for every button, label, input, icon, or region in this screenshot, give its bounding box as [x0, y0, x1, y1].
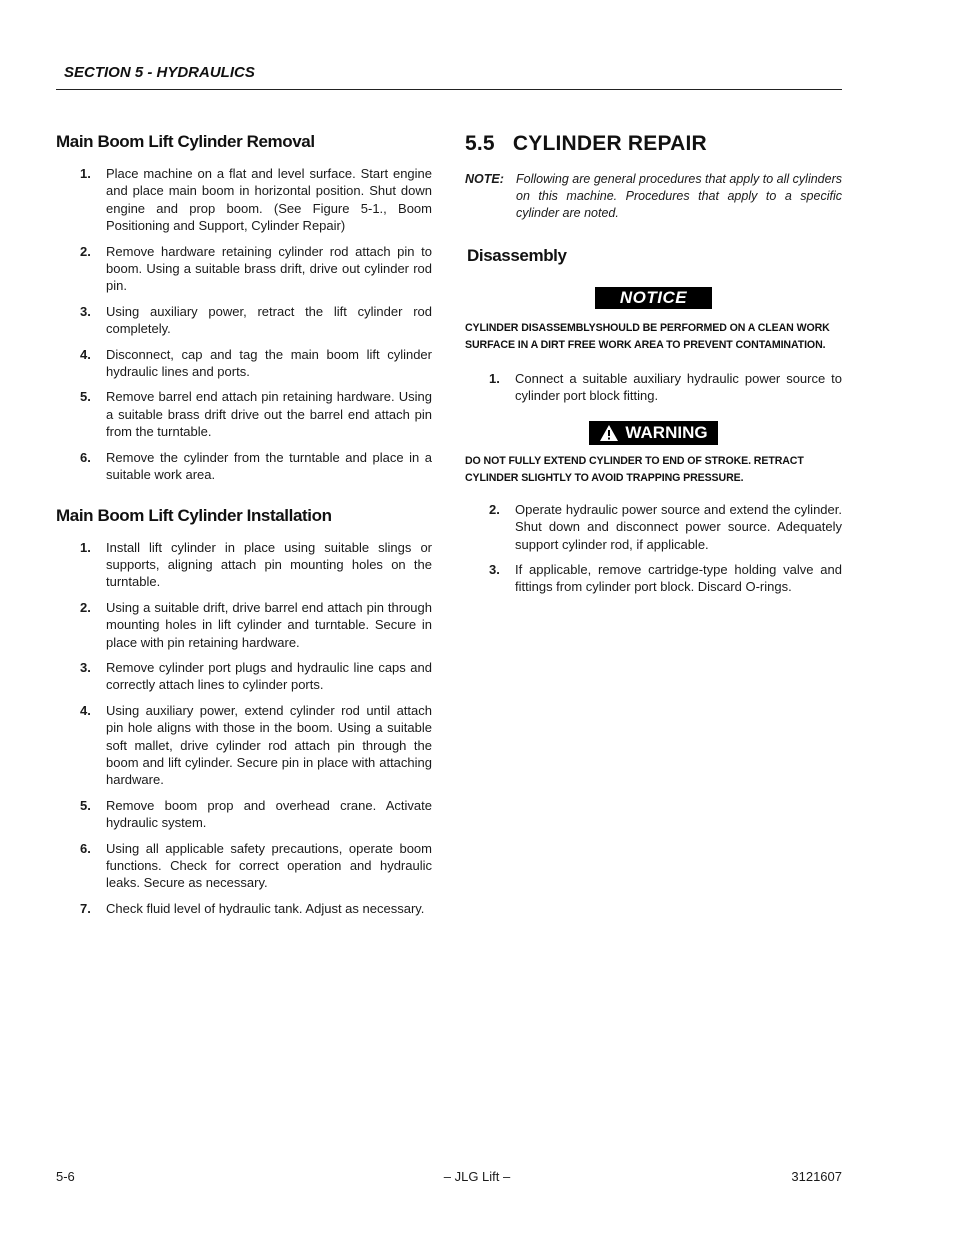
- step-text: Using all applicable safety precautions, operate boom functions. Check for correct operation and hydraulic leaks. Secure as necessary.: [106, 840, 432, 891]
- step-number: 7.: [80, 900, 91, 916]
- step-text: Remove cylinder port plugs and hydraulic line caps and correctly attach lines to cylinder ports.: [106, 659, 432, 693]
- warning-triangle-icon: [599, 424, 619, 442]
- step-number: 1.: [80, 166, 91, 181]
- list-item: [465, 370, 842, 405]
- step-text: Remove boom prop and overhead crane. Activate hydraulic system.: [106, 797, 432, 831]
- list-item: [56, 243, 432, 295]
- removal-steps: [56, 165, 432, 484]
- step-number: 1.: [80, 539, 91, 555]
- doc-number: 3121607: [791, 1169, 842, 1184]
- step-text: Using auxiliary power, extend cylinder rod until attach pin hole aligns with those in the boom. Using a suitable soft mallet, drive cylinder rod attach pin through the boom and lift cylinder. Secure pin in place with attaching hardware.: [106, 702, 432, 788]
- list-item: [56, 659, 432, 694]
- step-text: Using auxiliary power, retract the lift cylinder rod completely.: [106, 303, 432, 337]
- step-number: 3.: [80, 659, 91, 675]
- list-item: [465, 501, 842, 553]
- disassembly-heading: Disassembly: [467, 246, 567, 265]
- page-number: 5-6: [56, 1169, 75, 1184]
- warning-label: WARNING: [625, 422, 708, 442]
- step-number: 2.: [489, 501, 500, 517]
- step-text: Operate hydraulic power source and extend the cylinder. Shut down and disconnect power source. Adequately support cylinder rod, if applicable.: [515, 501, 842, 552]
- left-column: [56, 132, 432, 925]
- footer-center: – JLG Lift –: [443, 1169, 511, 1184]
- step-number: 2.: [80, 599, 91, 615]
- step-text: Using a suitable drift, drive barrel end attach pin through mounting holes in lift cylinder and turntable. Secure in place with pin retaining hardware.: [106, 599, 432, 650]
- step-number: 1.: [489, 371, 500, 386]
- section-heading: 5.5 CYLINDER REPAIR: [465, 132, 707, 155]
- list-item: [56, 449, 432, 484]
- step-number: 6.: [80, 840, 91, 856]
- step-number: 2.: [80, 243, 91, 259]
- warning-text: DO NOT FULLY EXTEND CYLINDER TO END OF STROKE. RETRACT CYLINDER SLIGHTLY TO AVOID TRAPPING PRESSURE.: [465, 454, 804, 484]
- list-item: [56, 702, 432, 789]
- step-text: Install lift cylinder in place using suitable slings or supports, aligning attach pin mounting holes on the turntable.: [106, 539, 432, 590]
- step-number: 3.: [80, 303, 91, 319]
- step-number: 6.: [80, 449, 91, 465]
- list-item: [56, 303, 432, 338]
- right-column: [465, 132, 842, 604]
- step-text: Remove barrel end attach pin retaining hardware. Using a suitable brass drift drive out the barrel end attach pin from the turntable.: [106, 389, 432, 440]
- note-text: Following are general procedures that apply to all cylinders on this machine. Procedures that apply to a specific cylinder are noted.: [516, 172, 842, 220]
- list-item: [56, 797, 432, 832]
- note-block: [465, 171, 842, 222]
- list-item: [56, 388, 432, 440]
- section-header: SECTION 5 - HYDRAULICS: [64, 64, 255, 81]
- step-text: Connect a suitable auxiliary hydraulic power source to cylinder port block fitting.: [515, 371, 842, 404]
- list-item: [465, 561, 842, 596]
- installation-steps: [56, 539, 432, 918]
- step-number: 5.: [80, 389, 91, 405]
- list-item: [56, 346, 432, 381]
- disassembly-steps-a: [465, 370, 842, 405]
- list-item: [56, 539, 432, 591]
- disassembly-steps-b: [465, 501, 842, 596]
- list-item: [56, 165, 432, 235]
- step-number: 4.: [80, 346, 91, 362]
- notice-text: CYLINDER DISASSEMBLYSHOULD BE PERFORMED ON A CLEAN WORK SURFACE IN A DIRT FREE WORK AREA TO PREVENT CONTAMINATION.: [465, 322, 830, 351]
- step-number: 3.: [489, 562, 500, 578]
- notice-badge: NOTICE: [595, 287, 712, 309]
- list-item: [56, 900, 432, 917]
- header-rule: [56, 89, 842, 90]
- step-number: 4.: [80, 702, 91, 718]
- note-label: NOTE:: [465, 172, 504, 186]
- step-number: 5.: [80, 797, 91, 813]
- step-text: Disconnect, cap and tag the main boom lift cylinder hydraulic lines and ports.: [106, 346, 432, 380]
- step-text: Place machine on a flat and level surface. Start engine and place main boom in horizontal position. Shut down engine and prop boom. (See Figure 5-1., Boom Positioning and Support, Cylinder Repair): [106, 166, 432, 234]
- list-item: [56, 840, 432, 892]
- installation-heading: Main Boom Lift Cylinder Installation: [56, 505, 332, 525]
- removal-heading: Main Boom Lift Cylinder Removal: [56, 132, 315, 151]
- step-text: Remove the cylinder from the turntable and place in a suitable work area.: [106, 449, 432, 483]
- step-text: Check fluid level of hydraulic tank. Adjust as necessary.: [106, 900, 425, 916]
- step-text: If applicable, remove cartridge-type holding valve and fittings from cylinder port block. Discard O-rings.: [515, 562, 842, 595]
- list-item: [56, 599, 432, 651]
- step-text: Remove hardware retaining cylinder rod attach pin to boom. Using a suitable brass drift, drive out cylinder rod pin.: [106, 243, 432, 294]
- warning-badge: [589, 421, 718, 445]
